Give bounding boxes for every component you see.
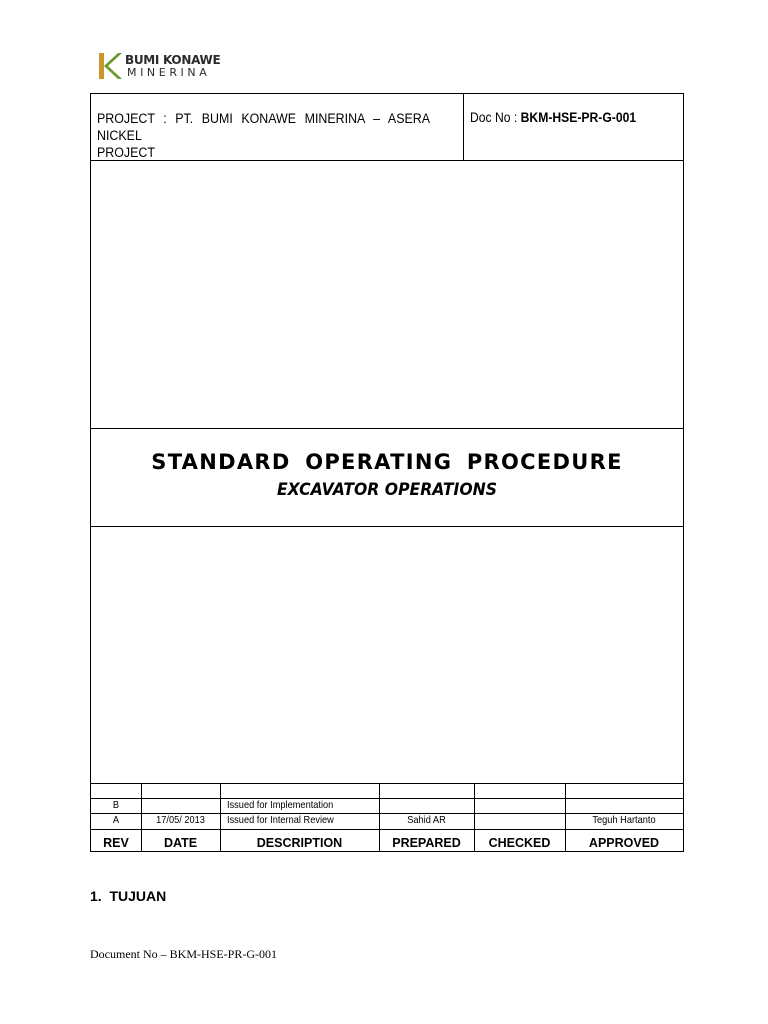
page-footer: Document No – BKM-HSE-PR-G-001 <box>90 947 277 961</box>
rev-a-date: 17/05/ 2013 <box>156 814 205 826</box>
document-subtitle: EXCAVATOR OPERATIONS <box>276 480 498 500</box>
doc-number-label: Doc No : <box>470 110 521 125</box>
project-line2: PROJECT <box>97 145 155 160</box>
header-divider <box>463 94 464 160</box>
col-header-date: DATE <box>163 836 198 850</box>
col-header-prepared: PREPARED <box>392 836 461 850</box>
project-name <box>97 110 430 161</box>
cover-frame <box>90 93 684 852</box>
col-header-checked: CHECKED <box>488 836 551 850</box>
table-top-line <box>91 783 683 784</box>
company-logo <box>98 50 238 80</box>
section-heading <box>90 888 166 904</box>
doc-number-value: BKM-HSE-PR-G-001 <box>520 110 637 125</box>
table-row-line <box>91 798 683 799</box>
k-logo-icon <box>98 52 122 80</box>
rev-a-approved: Teguh Hartanto <box>592 814 656 826</box>
col-header-rev: REV <box>103 836 129 850</box>
rev-b-rev: B <box>112 799 120 811</box>
logo-text-line1: BUMI KONAWE <box>125 53 221 67</box>
rev-a-prepared: Sahid AR <box>407 814 446 826</box>
col-header-description: DESCRIPTION <box>256 836 343 850</box>
document-number <box>470 110 636 125</box>
logo-text-line2: MINERINA <box>127 66 211 79</box>
section-title: TUJUAN <box>109 888 167 904</box>
document-title: STANDARD OPERATING PROCEDURE <box>151 450 623 474</box>
divider <box>91 428 683 429</box>
col-header-approved: APPROVED <box>588 836 660 850</box>
rev-a-description: Issued for Internal Review <box>227 814 334 826</box>
rev-b-description: Issued for Implementation <box>227 799 334 811</box>
table-header-line <box>91 829 683 830</box>
project-line1: PROJECT : PT. BUMI KONAWE MINERINA – ASERA NICKEL <box>97 111 431 143</box>
divider <box>91 526 683 527</box>
rev-a-rev: A <box>112 814 120 826</box>
section-number: 1. <box>90 888 102 904</box>
